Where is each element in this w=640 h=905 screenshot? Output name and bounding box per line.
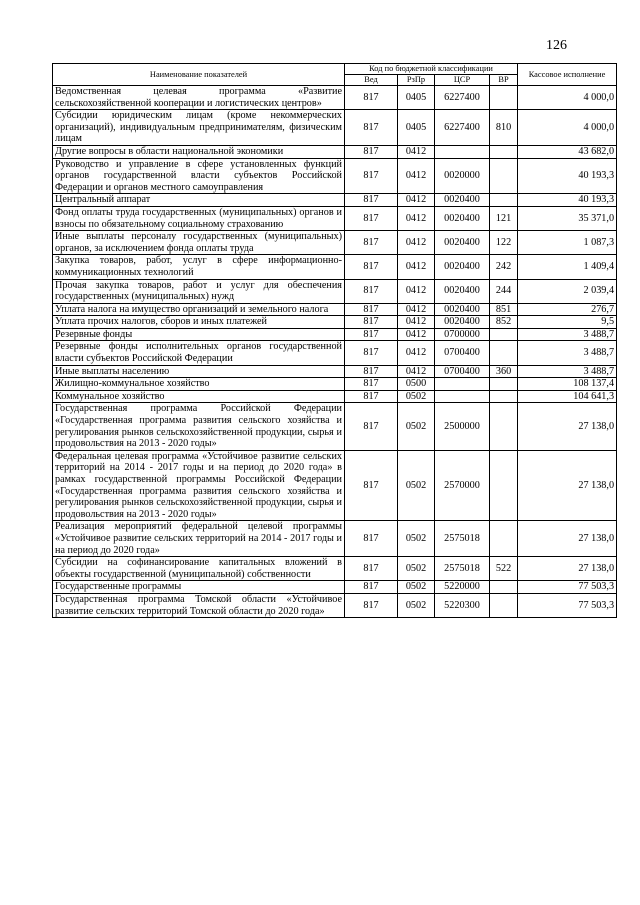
table-row	[53, 110, 617, 146]
row-csr: 5220300	[435, 593, 490, 617]
row-vr: 121	[490, 206, 518, 230]
table-row	[53, 194, 617, 207]
row-rzpr: 0502	[398, 593, 435, 617]
row-vr	[490, 194, 518, 207]
row-rzpr: 0412	[398, 231, 435, 255]
row-amount: 27 138,0	[518, 557, 617, 581]
row-ved: 817	[345, 194, 398, 207]
row-csr	[435, 390, 490, 403]
row-name: Другие вопросы в области национальной экономики	[53, 145, 345, 158]
row-rzpr: 0412	[398, 145, 435, 158]
row-vr	[490, 378, 518, 391]
row-csr: 6227400	[435, 86, 490, 110]
table-row	[53, 86, 617, 110]
table-row	[53, 206, 617, 230]
row-amount: 108 137,4	[518, 378, 617, 391]
row-rzpr: 0412	[398, 365, 435, 378]
row-ved: 817	[345, 255, 398, 279]
row-csr: 0020400	[435, 194, 490, 207]
row-amount: 27 138,0	[518, 450, 617, 521]
row-amount: 77 503,3	[518, 581, 617, 594]
table-row	[53, 365, 617, 378]
table-row	[53, 341, 617, 365]
row-ved: 817	[345, 145, 398, 158]
row-vr	[490, 158, 518, 194]
row-amount: 9,5	[518, 316, 617, 329]
row-vr	[490, 521, 518, 557]
row-vr: 852	[490, 316, 518, 329]
row-csr: 0020400	[435, 279, 490, 303]
row-name: Центральный аппарат	[53, 194, 345, 207]
row-ved: 817	[345, 557, 398, 581]
row-name: Руководство и управление в сфере установленных функций органов государственной власти субъектов Российской Федерации и органов местного самоуправления	[53, 158, 345, 194]
row-name: Закупка товаров, работ, услуг в сфере информационно-коммуникационных технологий	[53, 255, 345, 279]
row-csr: 0020400	[435, 303, 490, 316]
table-body	[53, 86, 617, 618]
table-row	[53, 328, 617, 341]
row-amount: 2 039,4	[518, 279, 617, 303]
row-csr: 0700000	[435, 328, 490, 341]
row-ved: 817	[345, 316, 398, 329]
row-vr	[490, 403, 518, 450]
row-amount: 3 488,7	[518, 341, 617, 365]
row-name: Субсидии на софинансирование капитальных вложений в объекты государственной (муниципальной) собственности	[53, 557, 345, 581]
row-rzpr: 0412	[398, 303, 435, 316]
row-vr: 810	[490, 110, 518, 146]
row-name: Субсидии юридическим лицам (кроме некоммерческих организаций), индивидуальным предпринимателям, физическим лицам	[53, 110, 345, 146]
row-vr	[490, 145, 518, 158]
row-ved: 817	[345, 390, 398, 403]
table-row	[53, 557, 617, 581]
row-vr	[490, 341, 518, 365]
table-row	[53, 593, 617, 617]
row-name: Реализация мероприятий федеральной целевой программы «Устойчивое развитие сельских территорий на 2014 - 2017 годы и на период до 2020 года»	[53, 521, 345, 557]
row-name: Резервные фонды исполнительных органов государственной власти субъектов Российской Федерации	[53, 341, 345, 365]
row-rzpr: 0412	[398, 279, 435, 303]
row-name: Уплата прочих налогов, сборов и иных платежей	[53, 316, 345, 329]
row-ved: 817	[345, 593, 398, 617]
row-name: Государственные программы	[53, 581, 345, 594]
table-row	[53, 390, 617, 403]
header-name: Наименование показателей	[53, 64, 345, 86]
header-vr: ВР	[490, 75, 518, 86]
row-rzpr: 0412	[398, 158, 435, 194]
row-amount: 1 087,3	[518, 231, 617, 255]
page-number: 126	[546, 38, 567, 53]
table-row	[53, 378, 617, 391]
row-ved: 817	[345, 581, 398, 594]
row-rzpr: 0412	[398, 316, 435, 329]
row-ved: 817	[345, 303, 398, 316]
row-vr: 242	[490, 255, 518, 279]
row-vr	[490, 450, 518, 521]
row-ved: 817	[345, 521, 398, 557]
row-vr: 360	[490, 365, 518, 378]
row-amount: 3 488,7	[518, 365, 617, 378]
row-rzpr: 0412	[398, 194, 435, 207]
row-name: Резервные фонды	[53, 328, 345, 341]
row-csr: 0020400	[435, 206, 490, 230]
row-name: Жилищно-коммунальное хозяйство	[53, 378, 345, 391]
row-amount: 27 138,0	[518, 403, 617, 450]
row-rzpr: 0412	[398, 328, 435, 341]
row-rzpr: 0502	[398, 450, 435, 521]
row-rzpr: 0412	[398, 206, 435, 230]
row-name: Коммунальное хозяйство	[53, 390, 345, 403]
row-amount: 43 682,0	[518, 145, 617, 158]
row-rzpr: 0412	[398, 255, 435, 279]
row-csr: 0020400	[435, 255, 490, 279]
row-ved: 817	[345, 206, 398, 230]
budget-execution-table	[52, 63, 617, 618]
table-row	[53, 521, 617, 557]
row-csr: 2575018	[435, 521, 490, 557]
row-amount: 4 000,0	[518, 86, 617, 110]
row-vr: 522	[490, 557, 518, 581]
row-csr: 0700400	[435, 365, 490, 378]
table-row	[53, 158, 617, 194]
header-ved: Вед	[345, 75, 398, 86]
row-amount: 35 371,0	[518, 206, 617, 230]
row-name: Фонд оплаты труда государственных (муниципальных) органов и взносы по обязательному социальному страхованию	[53, 206, 345, 230]
row-vr	[490, 593, 518, 617]
row-csr: 0020000	[435, 158, 490, 194]
table-row	[53, 581, 617, 594]
row-csr: 5220000	[435, 581, 490, 594]
table-row	[53, 145, 617, 158]
row-vr: 244	[490, 279, 518, 303]
row-csr: 2575018	[435, 557, 490, 581]
row-csr: 2570000	[435, 450, 490, 521]
row-amount: 104 641,3	[518, 390, 617, 403]
table-row	[53, 279, 617, 303]
table-row	[53, 450, 617, 521]
row-amount: 4 000,0	[518, 110, 617, 146]
row-amount: 3 488,7	[518, 328, 617, 341]
row-rzpr: 0502	[398, 557, 435, 581]
header-amount: Кассовое исполнение	[518, 64, 617, 86]
row-amount: 1 409,4	[518, 255, 617, 279]
row-amount: 40 193,3	[518, 194, 617, 207]
table-row	[53, 316, 617, 329]
row-vr	[490, 86, 518, 110]
row-ved: 817	[345, 450, 398, 521]
row-ved: 817	[345, 86, 398, 110]
row-amount: 40 193,3	[518, 158, 617, 194]
table-row	[53, 231, 617, 255]
row-amount: 77 503,3	[518, 593, 617, 617]
row-ved: 817	[345, 365, 398, 378]
row-name: Федеральная целевая программа «Устойчивое развитие сельских территорий на 2014 - 2017 годы и на период до 2020 года» в рамках государственной программы Российской Федерации «Государственная программа развития сельского хозяйства и регулирования рынков сельскохозяйственной продукции, сырья и продовольствия на 2013 - 2020 годы»	[53, 450, 345, 521]
row-csr	[435, 145, 490, 158]
row-csr: 0700400	[435, 341, 490, 365]
row-rzpr: 0412	[398, 341, 435, 365]
row-rzpr: 0502	[398, 581, 435, 594]
row-name: Прочая закупка товаров, работ и услуг для обеспечения государственных (муниципальных) нужд	[53, 279, 345, 303]
row-ved: 817	[345, 158, 398, 194]
row-ved: 817	[345, 403, 398, 450]
table-row	[53, 303, 617, 316]
row-ved: 817	[345, 378, 398, 391]
row-name: Уплата налога на имущество организаций и земельного налога	[53, 303, 345, 316]
row-rzpr: 0502	[398, 390, 435, 403]
row-rzpr: 0502	[398, 521, 435, 557]
row-name: Государственная программа Российской Федерации «Государственная программа развития сельского хозяйства и регулирования рынков сельскохозяйственной продукции, сырья и продовольствия на 2013 - 2020 годы»	[53, 403, 345, 450]
row-rzpr: 0405	[398, 86, 435, 110]
row-vr	[490, 581, 518, 594]
row-ved: 817	[345, 231, 398, 255]
table-row	[53, 255, 617, 279]
row-amount: 27 138,0	[518, 521, 617, 557]
row-vr: 851	[490, 303, 518, 316]
row-name: Иные выплаты персоналу государственных (муниципальных) органов, за исключением фонда оплаты труда	[53, 231, 345, 255]
row-csr: 6227400	[435, 110, 490, 146]
row-csr: 0020400	[435, 231, 490, 255]
header-classification-group: Код по бюджетной классификации	[345, 64, 518, 75]
row-ved: 817	[345, 110, 398, 146]
header-rzpr: РзПр	[398, 75, 435, 86]
row-name: Ведомственная целевая программа «Развитие сельскохозяйственной кооперации и логистических центров»	[53, 86, 345, 110]
row-name: Иные выплаты населению	[53, 365, 345, 378]
row-amount: 276,7	[518, 303, 617, 316]
row-ved: 817	[345, 341, 398, 365]
row-rzpr: 0405	[398, 110, 435, 146]
row-csr: 2500000	[435, 403, 490, 450]
row-vr	[490, 328, 518, 341]
row-name: Государственная программа Томской области «Устойчивое развитие сельских территорий Томской области до 2020 года»	[53, 593, 345, 617]
row-rzpr: 0502	[398, 403, 435, 450]
table-row	[53, 403, 617, 450]
row-vr	[490, 390, 518, 403]
row-vr: 122	[490, 231, 518, 255]
row-csr	[435, 378, 490, 391]
header-csr: ЦСР	[435, 75, 490, 86]
row-rzpr: 0500	[398, 378, 435, 391]
row-csr: 0020400	[435, 316, 490, 329]
row-ved: 817	[345, 279, 398, 303]
row-ved: 817	[345, 328, 398, 341]
